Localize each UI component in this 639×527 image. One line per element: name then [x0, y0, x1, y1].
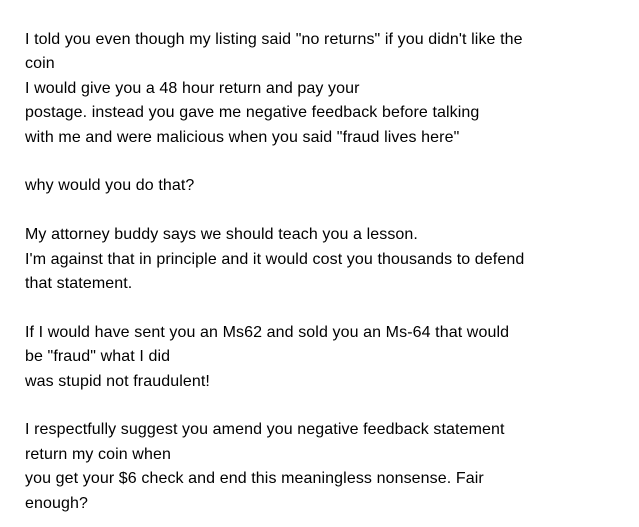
message-blank-line: [25, 296, 629, 320]
message-line: was stupid not fraudulent!: [25, 372, 210, 390]
message-line: postage. instead you gave me negative feedback before talking: [25, 104, 480, 122]
message-line: why would you do that?: [25, 177, 195, 195]
message-blank-line: [25, 199, 629, 223]
message-line: I respectfully suggest you amend you negative feedback statement: [25, 421, 505, 439]
message-line: I'm against that in principle and it would cost you thousands to defend: [25, 250, 525, 268]
message-line: If I would have sent you an Ms62 and sold you an Ms-64 that would: [25, 323, 510, 341]
message-line: coin: [25, 55, 55, 73]
message-line: return my coin when: [25, 445, 171, 463]
message-line: that statement.: [25, 275, 133, 293]
message-line: My attorney buddy says we should teach you a lesson.: [25, 226, 418, 244]
message-blank-line: [25, 394, 629, 418]
message-line: I would give you a 48 hour return and pay your: [25, 79, 360, 97]
message-line: you get your $6 check and end this meaningless nonsense. Fair: [25, 470, 484, 488]
message-line: enough?: [25, 494, 88, 512]
message-blank-line: [25, 150, 629, 174]
message-line: be "fraud" what I did: [25, 348, 171, 366]
message-line: with me and were malicious when you said "fraud lives here": [25, 128, 460, 146]
message-line: I told you even though my listing said "no returns" if you didn't like the: [25, 31, 523, 48]
